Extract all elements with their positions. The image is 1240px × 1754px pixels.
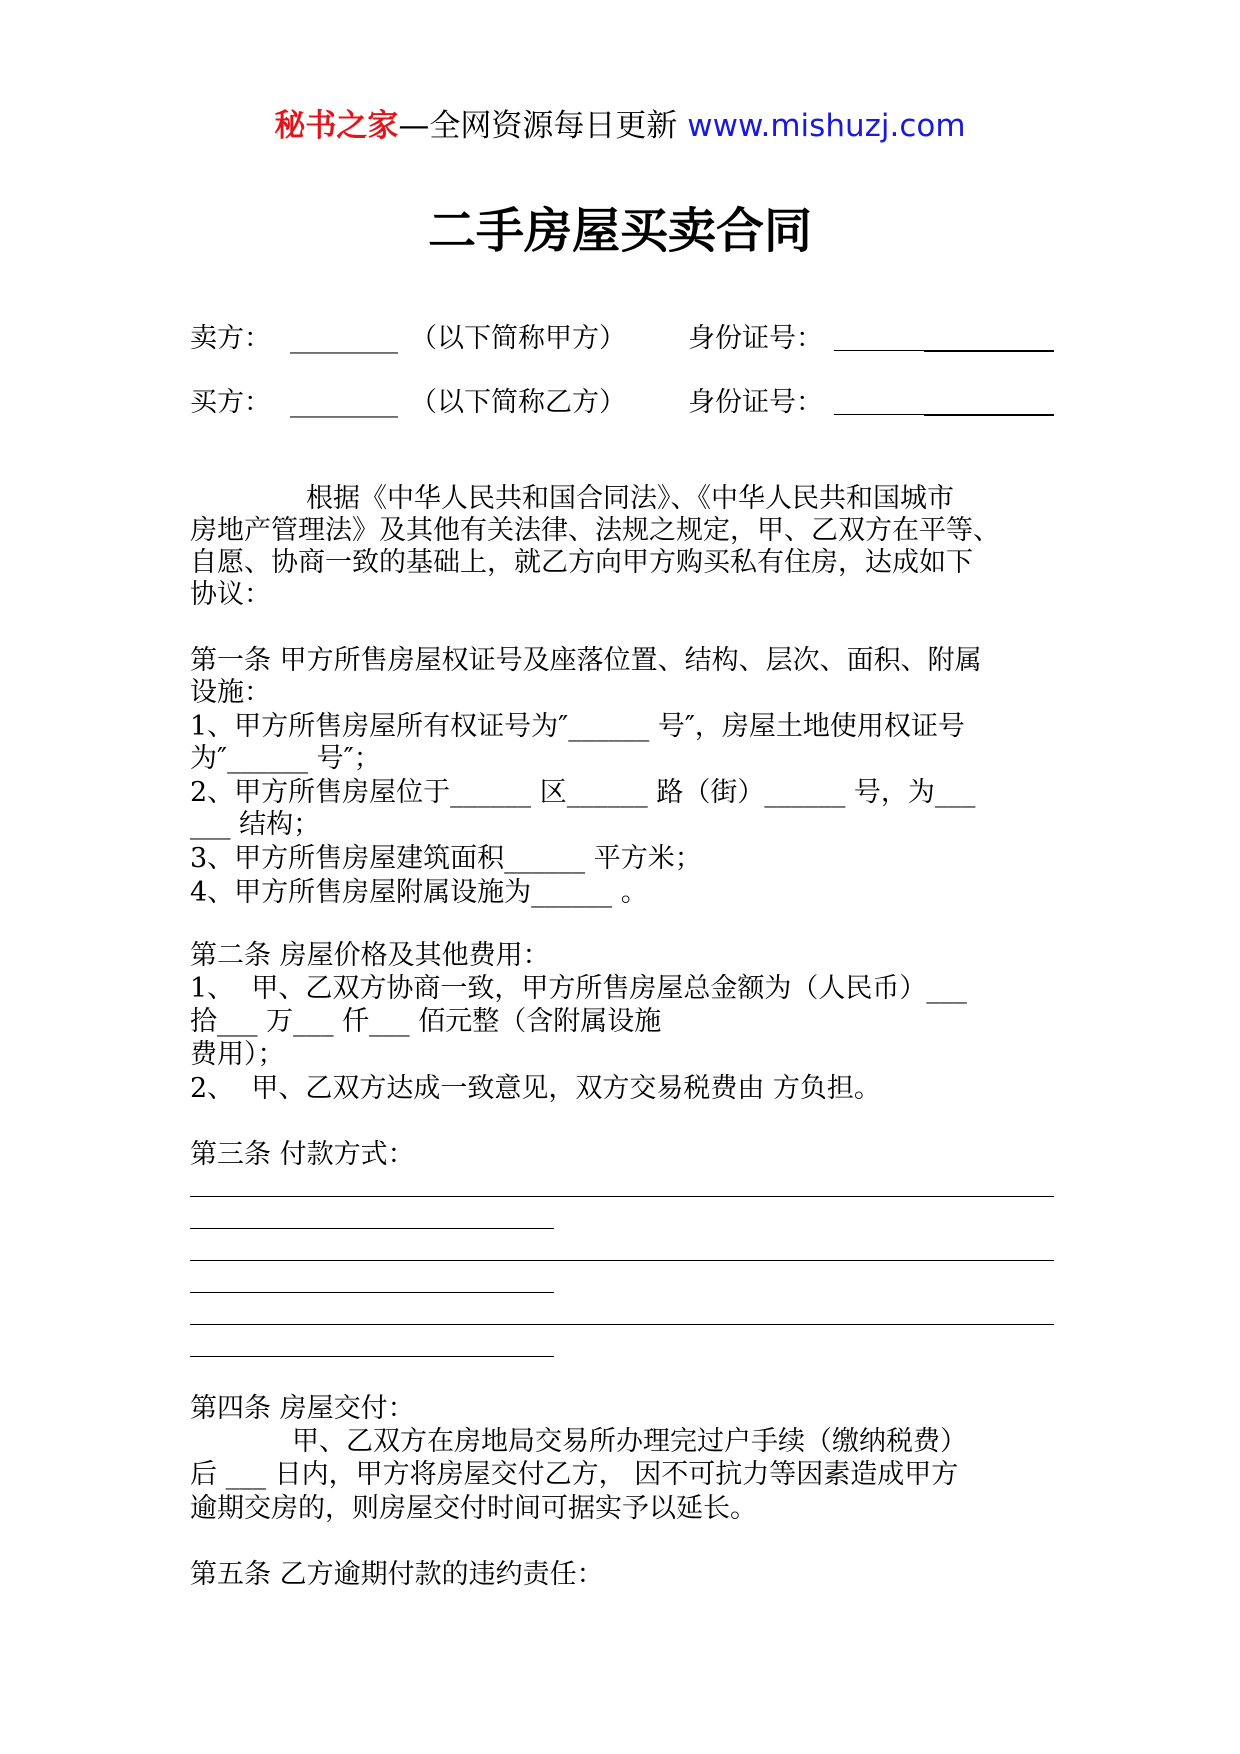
article-2-item: 1、 甲、乙双方协商一致，甲方所售房屋总金额为（人民币）___ <box>190 973 967 1004</box>
article-1-item: ___ 结构； <box>190 809 321 840</box>
site-banner <box>0 100 1240 145</box>
seller-label: 卖方： <box>190 323 271 354</box>
preamble-line: 自愿、协商一致的基础上，就乙方向甲方购买私有住房，达成如下 <box>190 547 973 578</box>
article-1-item: 为″______ 号″； <box>190 743 381 774</box>
payment-blank-line <box>190 1260 1054 1261</box>
article-2-item: 费用）； <box>190 1039 285 1070</box>
payment-blank-line <box>190 1324 1054 1325</box>
buyer-note: （以下简称乙方） <box>410 387 626 418</box>
payment-blank-line <box>190 1196 1054 1197</box>
buyer-id-blank-solid <box>924 414 1054 416</box>
article-1-heading: 第一条 甲方所售房屋权证号及座落位置、结构、层次、面积、附属 <box>190 645 982 676</box>
article-1-item: 3、甲方所售房屋建筑面积______ 平方米； <box>190 843 702 874</box>
article-3-heading: 第三条 付款方式： <box>190 1139 415 1170</box>
article-1-heading-cont: 设施： <box>190 677 271 708</box>
article-4-heading: 第四条 房屋交付： <box>190 1393 415 1424</box>
slogan: —全网资源每日更新 <box>398 108 678 144</box>
payment-blank-line <box>190 1228 554 1229</box>
article-2-item: 2、 甲、乙双方达成一致意见，双方交易税费由 方负担。 <box>190 1073 881 1104</box>
buyer-label: 买方： <box>190 387 271 418</box>
article-4-line: 后 ___ 日内，甲方将房屋交付乙方， 因不可抗力等因素造成甲方 <box>190 1459 959 1490</box>
seller-id-blank-solid <box>924 350 1054 352</box>
brand-name: 秘书之家 <box>274 108 399 144</box>
preamble-line: 协议： <box>190 579 271 610</box>
payment-blank-line <box>190 1356 554 1357</box>
article-4-line: 甲、乙双方在房地局交易所办理完过户手续（缴纳税费） <box>292 1426 967 1457</box>
buyer-blank: ________ <box>290 387 398 418</box>
article-1-item: 4、甲方所售房屋附属设施为______ 。 <box>190 877 648 908</box>
buyer-id-label: 身份证号： <box>688 387 823 418</box>
article-4-line: 逾期交房的，则房屋交付时间可据实予以延长。 <box>190 1493 757 1524</box>
seller-id-label: 身份证号： <box>688 323 823 354</box>
payment-blank-line <box>190 1292 554 1293</box>
preamble-line: 根据《中华人民共和国合同法》、《中华人民共和国城市 <box>306 483 954 514</box>
document-title: 二手房屋买卖合同 <box>427 203 812 259</box>
article-1-item: 1、甲方所售房屋所有权证号为″______ 号″，房屋土地使用权证号 <box>190 711 965 742</box>
article-2-item: 拾___ 万___ 仟___ 佰元整（含附属设施 <box>190 1006 662 1037</box>
preamble-line: 房地产管理法》及其他有关法律、法规之规定，甲、乙双方在平等、 <box>190 515 1000 546</box>
article-5-heading: 第五条 乙方逾期付款的违约责任： <box>190 1559 604 1590</box>
site-url[interactable]: www.mishuzj.com <box>687 108 966 144</box>
seller-note: （以下简称甲方） <box>410 323 626 354</box>
seller-blank: ________ <box>290 323 398 354</box>
article-2-heading: 第二条 房屋价格及其他费用： <box>190 940 550 971</box>
article-1-item: 2、甲方所售房屋位于______ 区______ 路（街）______ 号，为___ <box>190 777 976 808</box>
